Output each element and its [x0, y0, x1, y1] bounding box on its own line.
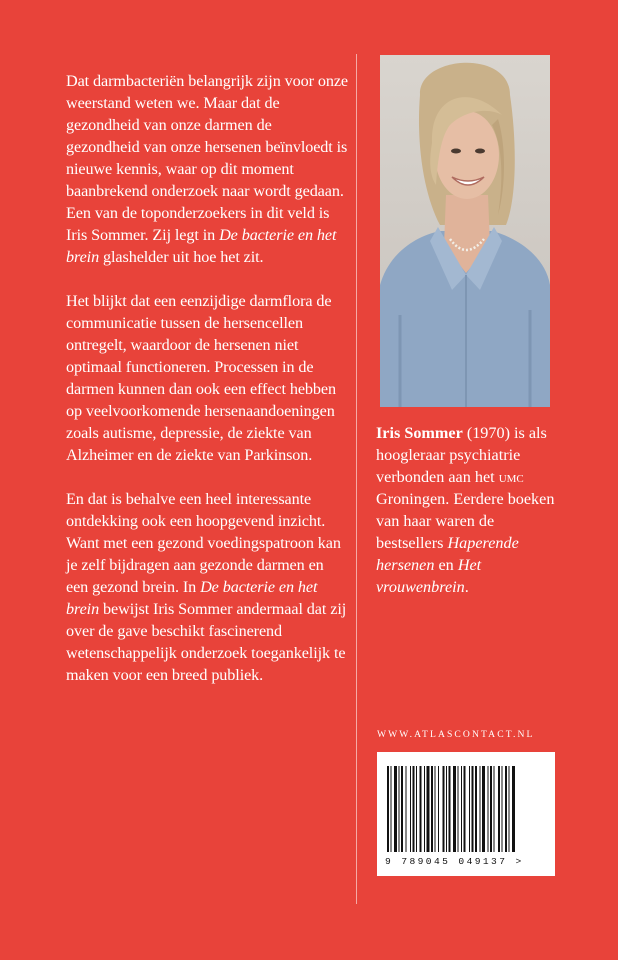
book-title-2: Het vrouwenbrein	[376, 556, 482, 596]
barcode-bar	[458, 766, 459, 852]
barcode-bar	[509, 766, 510, 852]
barcode-bar	[475, 766, 477, 852]
barcode-bar	[427, 766, 430, 852]
book-title-italic: De bacterie en het brein	[66, 578, 318, 618]
barcode-bar	[424, 766, 425, 852]
blurb-paragraph-2: Het blijkt dat een eenzijdige darmflora de communicatie tussen de hersencellen ontregelt, waardoor de hersenen niet optimaal functioneren. Processen in de darmen kunnen dan ook een effect hebben op veelvoorkomende hersenaandoeningen zoals autisme, depressie, de ziekte van Alzheimer en de ziekte van Parkinson.	[66, 292, 336, 464]
barcode-bar	[505, 766, 507, 852]
blurb-text	[66, 70, 348, 708]
book-title-1: Haperende hersenen	[376, 534, 519, 574]
barcode-bar	[498, 766, 500, 852]
barcode-bar	[480, 766, 481, 852]
column-divider	[356, 54, 357, 904]
barcode-bar	[472, 766, 474, 852]
barcode-bar	[401, 766, 403, 852]
umc-abbreviation: umc	[498, 468, 524, 486]
barcode-bar	[464, 766, 466, 852]
barcode-bar	[399, 766, 400, 852]
barcode-bar	[488, 766, 489, 852]
author-photo	[380, 55, 550, 407]
barcode-bar	[391, 766, 392, 852]
barcode-bar	[413, 766, 415, 852]
barcode-bar	[512, 766, 515, 852]
barcode-bar	[453, 766, 456, 852]
barcode-bar	[490, 766, 492, 852]
barcode-bar	[446, 766, 447, 852]
blurb-paragraph-1: Dat darmbacteriën belangrijk zijn voor onze weerstand weten we. Maar dat de gezondheid van onze darmen de gezondheid van onze hersenen beïnvloedt is nieuwe kennis, waar op dit moment baanbrekend onderzoek naar wordt gedaan. Een van de toponderzoekers in dit veld is Iris Sommer. Zij legt in De bacterie en het brein glashelder uit hoe het zit.	[66, 72, 349, 266]
barcode-bar	[410, 766, 411, 852]
barcode-bar	[394, 766, 397, 852]
barcode-bar	[420, 766, 422, 852]
barcode-bar	[469, 766, 470, 852]
author-name: Iris Sommer	[376, 424, 463, 442]
barcode-bar	[416, 766, 417, 852]
barcode-bar	[406, 766, 407, 852]
blurb-paragraph-3: En dat is behalve een heel interessante ontdekking ook een hoopgevend inzicht. Want met een gezond voedingspatroon kan je zelf bijdragen aan gezonde darmen en een gezond brein. In De bacterie en het brein bewijst Iris Sommer andermaal dat zij over de gave beschikt fascinerend wetenschappelijk onderzoek toegankelijk te maken voor een breed publiek.	[66, 490, 347, 684]
barcode-bar	[449, 766, 451, 852]
book-title-italic: De bacterie en het brein	[66, 226, 337, 266]
barcode-bar	[443, 766, 445, 852]
publisher-website: WWW.ATLASCONTACT.NL	[377, 729, 535, 740]
author-portrait-illustration	[380, 55, 550, 407]
barcode-bar	[494, 766, 495, 852]
barcode-bar	[387, 766, 389, 852]
barcode-bar	[435, 766, 436, 852]
barcode-bar	[482, 766, 485, 852]
author-bio: Iris Sommer (1970) is als hoogleraar psychiatrie verbonden aan het umc Groningen. Eerdere boeken van haar waren de bestsellers Haperende hersenen en Het vrouwenbrein.	[376, 424, 555, 596]
barcode-panel	[377, 752, 555, 876]
barcode-bar	[461, 766, 462, 852]
barcode-bar	[438, 766, 439, 852]
barcode-bar	[502, 766, 503, 852]
barcode-bar	[431, 766, 433, 852]
isbn-number: 9 789045 049137 >	[385, 856, 524, 867]
